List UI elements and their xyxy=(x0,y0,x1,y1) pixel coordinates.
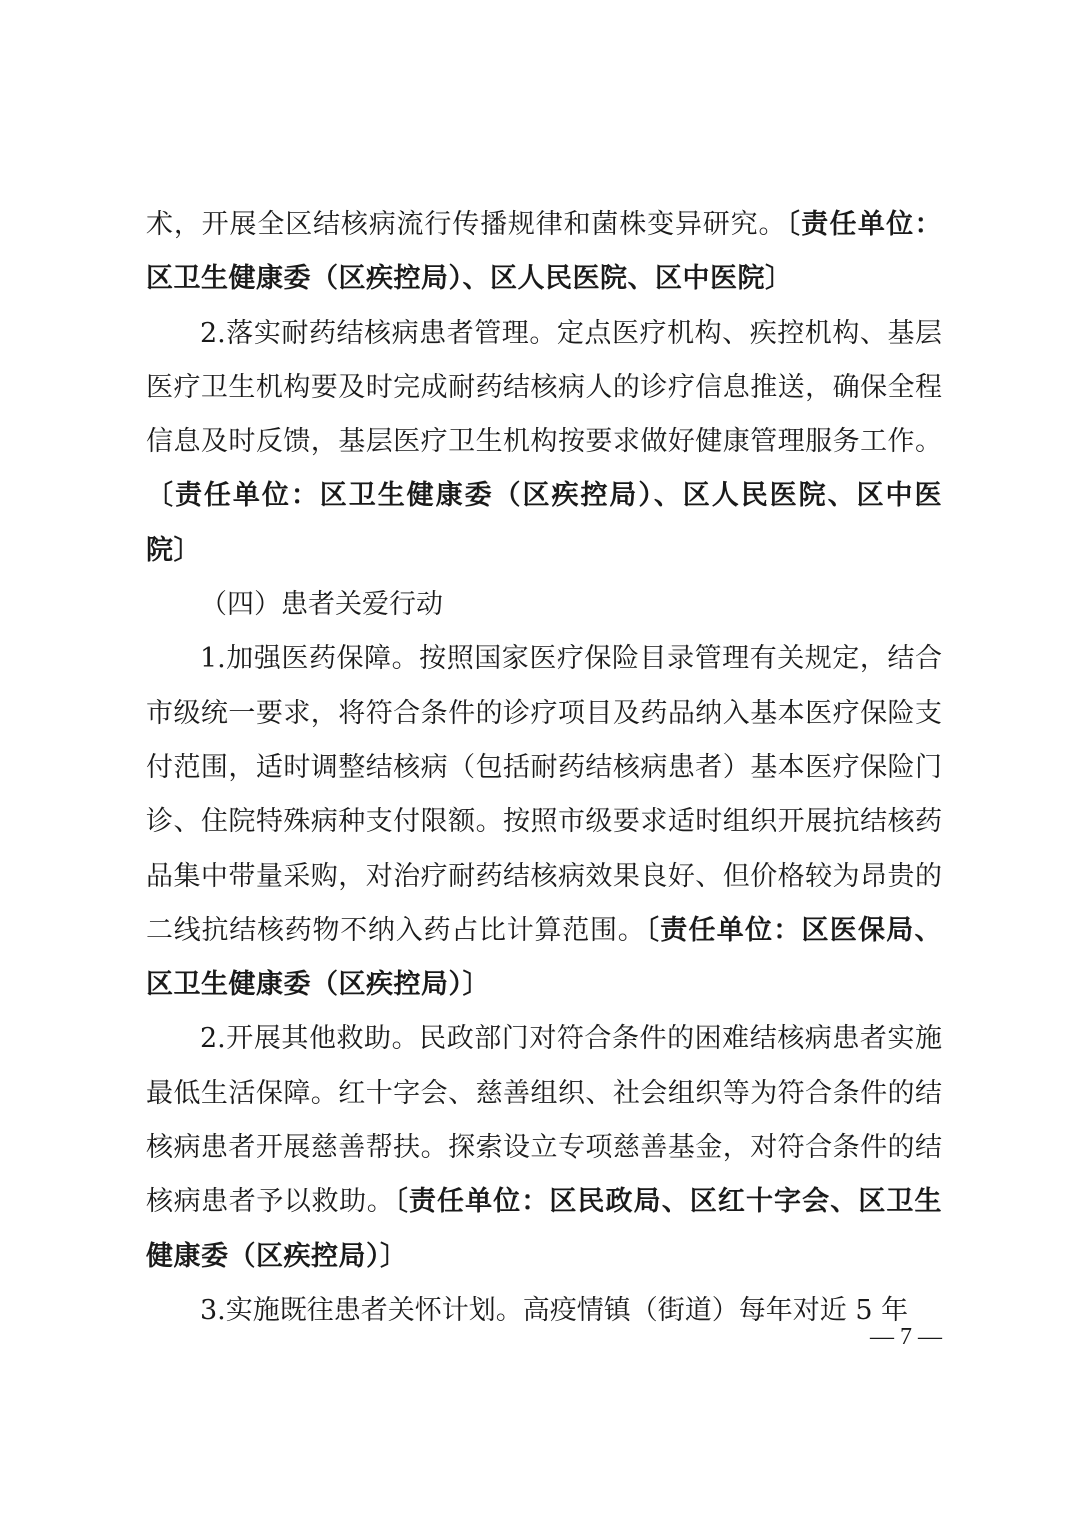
paragraph-other-assistance xyxy=(146,1012,942,1283)
page-number: — 7 — xyxy=(870,1324,942,1350)
paragraph-text: 1.加强医药保障。按照国家医疗保险目录管理有关规定，结合市级统一要求，将符合条件的诊疗项目及药品纳入基本医疗保险支付范围，适时调整结核病（包括耐药结核病患者）基本医疗保险门诊、住院特殊病种支付限额。按照市级要求适时组织开展抗结核药品集中带量采购，对治疗耐药结核病效果良好、但价格较为昂贵的二线抗结核药物不纳入药占比计算范围。 xyxy=(146,643,942,946)
responsibility-unit: 〔责任单位：区民政局、区红十字会、区卫生健康委（区疾控局）〕 xyxy=(146,1186,943,1272)
responsibility-unit: 〔责任单位：区卫生健康委（区疾控局）、区人民医院、区中医院〕 xyxy=(146,480,942,566)
document-body xyxy=(146,198,942,1338)
responsibility-unit: 〔责任单位：区医保局、区卫生健康委（区疾控局）〕 xyxy=(146,914,942,1001)
paragraph-continuation xyxy=(146,198,942,307)
paragraph-text: 3.实施既往患者关怀计划。高疫情镇（街道）每年对近 5 年 xyxy=(200,1294,909,1326)
paragraph-past-patient-care xyxy=(146,1284,942,1338)
responsibility-unit: 〔责任单位：区卫生健康委（区疾控局）、区人民医院、区中医院〕 xyxy=(146,209,943,295)
paragraph-text: 术，开展全区结核病流行传播规律和菌株变异研究。 xyxy=(146,209,787,240)
paragraph-text: 2.开展其他救助。民政部门对符合条件的困难结核病患者实施最低生活保障。红十字会、慈善组织、社会组织等为符合条件的结核病患者开展慈善帮扶。探索设立专项慈善基金，对符合条件的结核病患者予以救助。 xyxy=(146,1023,942,1218)
paragraph-medical-security xyxy=(146,632,942,1012)
paragraph-text: 2.落实耐药结核病患者管理。定点医疗机构、疾控机构、基层医疗卫生机构要及时完成耐药结核病人的诊疗信息推送，确保全程信息及时反馈，基层医疗卫生机构按要求做好健康管理服务工作。 xyxy=(146,317,942,458)
section-heading: （四）患者关爱行动 xyxy=(200,589,443,621)
paragraph-resistant-tb-management xyxy=(146,307,942,578)
